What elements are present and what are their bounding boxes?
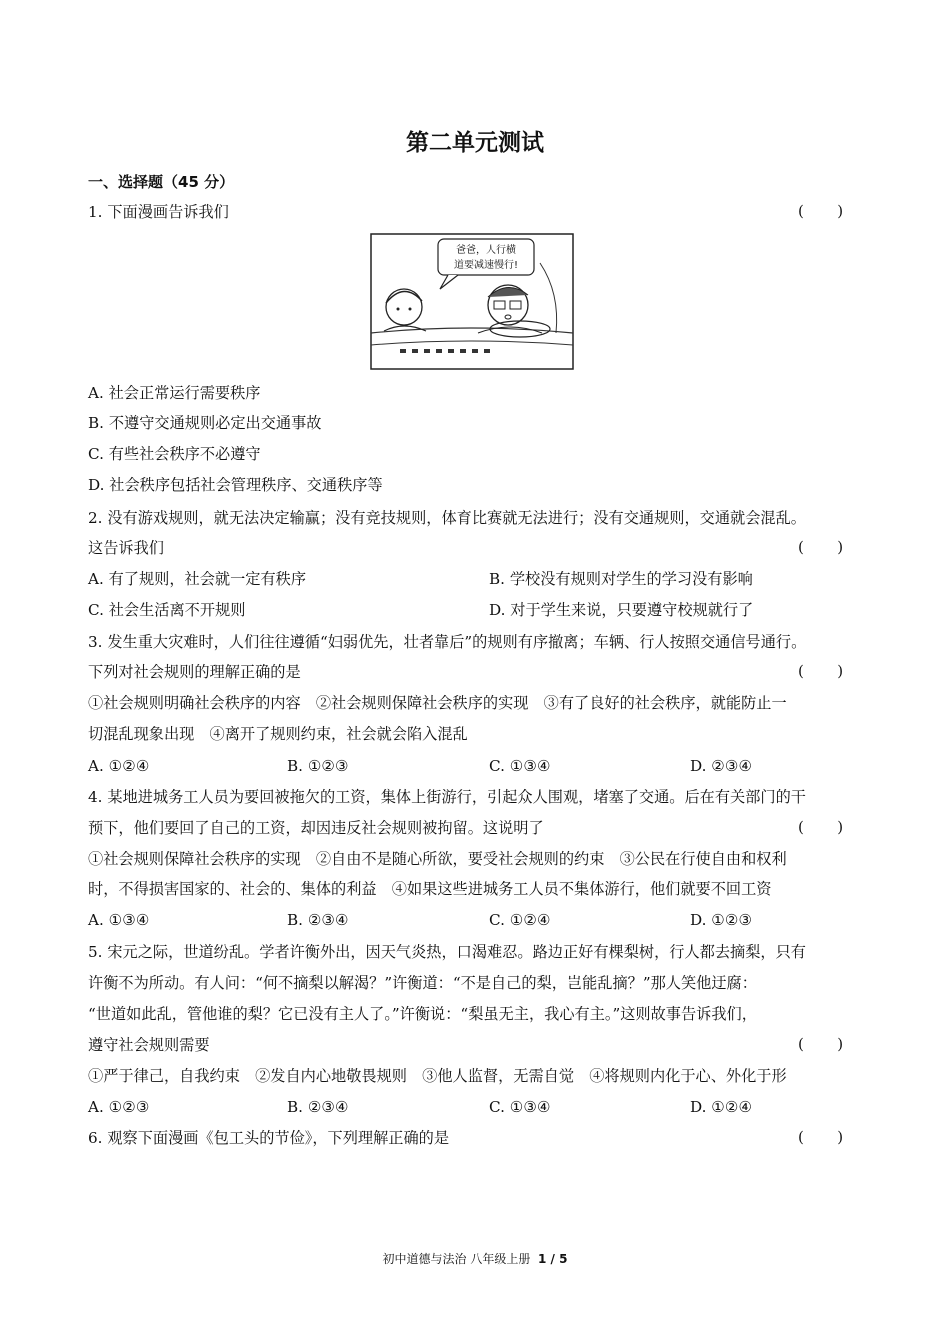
q1-option-d: D. 社会秩序包括社会管理秩序、交通秩序等 bbox=[88, 476, 383, 494]
q5-option-a: A. ①②③ bbox=[88, 1098, 150, 1116]
footer-text: 初中道德与法治 八年级上册 bbox=[382, 1252, 531, 1266]
q4-line-2: 预下，他们要回了自己的工资，却因违反社会规则被拘留。这说明了 bbox=[88, 819, 544, 837]
q1-option-c: C. 有些社会秩序不必遵守 bbox=[88, 445, 261, 463]
q5-line-5: ①严于律己，自我约束 ②发自内心地敬畏规则 ③他人监督，无需自觉 ④将规则内化于心、外化于形 bbox=[88, 1067, 787, 1085]
page-title: 第二单元测试 bbox=[406, 130, 544, 156]
q2-option-b: B. 学校没有规则对学生的学习没有影响 bbox=[489, 570, 753, 588]
q4-option-b: B. ②③④ bbox=[287, 911, 349, 929]
q5-line-3: “世道如此乱，管他谁的梨？它已没有主人了。”许衡说：“梨虽无主，我心有主。”这则故事告诉我们， bbox=[88, 1005, 757, 1023]
q2-line-1: 2. 没有游戏规则，就无法决定输赢；没有竞技规则，体育比赛就无法进行；没有交通规则，交通就会混乱。 bbox=[88, 509, 806, 527]
q2-option-c: C. 社会生活离不开规则 bbox=[88, 601, 246, 619]
q6-stem: 6. 观察下面漫画《包工头的节俭》，下列理解正确的是 bbox=[88, 1129, 450, 1147]
q1-option-a: A. 社会正常运行需要秩序 bbox=[88, 384, 261, 402]
q3-option-b: B. ①②③ bbox=[287, 757, 349, 775]
q4-option-a: A. ①③④ bbox=[88, 911, 150, 929]
q3-option-a: A. ①②④ bbox=[88, 757, 150, 775]
q4-line-1: 4. 某地进城务工人员为要回被拖欠的工资，集体上街游行，引起众人围观，堵塞了交通。后在有关部门的干 bbox=[88, 788, 806, 806]
q3-line-2: 下列对社会规则的理解正确的是 bbox=[88, 663, 301, 681]
q3-option-d: D. ②③④ bbox=[690, 757, 753, 775]
speech-line-1: 爸爸，人行横 bbox=[456, 245, 516, 256]
q3-line-1: 3. 发生重大灾难时，人们往往遵循“妇弱优先，壮者靠后”的规则有序撤离；车辆、行人按照交通信号通行。 bbox=[88, 633, 807, 651]
q4-line-4: 时，不得损害国家的、社会的、集体的利益 ④如果这些进城务工人员不集体游行，他们就要不回工资 bbox=[88, 880, 772, 898]
q3-line-3: ①社会规则明确社会秩序的内容 ②社会规则保障社会秩序的实现 ③有了良好的社会秩序，就能防止一 bbox=[88, 694, 787, 712]
speech-line-2: 道要减速慢行! bbox=[453, 260, 519, 271]
q4-answer-bracket: ( ) bbox=[798, 818, 844, 836]
q5-option-b: B. ②③④ bbox=[287, 1098, 349, 1116]
q3-answer-bracket: ( ) bbox=[798, 662, 844, 680]
q6-answer-bracket: ( ) bbox=[798, 1128, 844, 1146]
q2-line-2: 这告诉我们 bbox=[88, 539, 164, 557]
q4-option-d: D. ①②③ bbox=[690, 911, 753, 929]
q4-line-3: ①社会规则保障社会秩序的实现 ②自由不是随心所欲，要受社会规则的约束 ③公民在行使自由和权利 bbox=[88, 850, 787, 868]
page-footer bbox=[0, 1250, 950, 1267]
q5-line-1: 5. 宋元之际，世道纷乱。学者许衡外出，因天气炎热，口渴难忍。路边正好有棵梨树，行人都去摘梨，只有 bbox=[88, 943, 806, 961]
q2-option-a: A. 有了规则，社会就一定有秩序 bbox=[88, 570, 307, 588]
q2-answer-bracket: ( ) bbox=[798, 538, 844, 556]
q5-answer-bracket: ( ) bbox=[798, 1035, 844, 1053]
q5-line-4: 遵守社会规则需要 bbox=[88, 1036, 210, 1054]
q5-option-d: D. ①②④ bbox=[690, 1098, 753, 1116]
section-heading: 一、选择题（45 分） bbox=[88, 173, 235, 191]
q3-option-c: C. ①③④ bbox=[489, 757, 551, 775]
q4-option-c: C. ①②④ bbox=[489, 911, 551, 929]
q5-option-c: C. ①③④ bbox=[489, 1098, 551, 1116]
q2-option-d: D. 对于学生来说，只要遵守校规就行了 bbox=[489, 601, 754, 619]
q5-line-2: 许衡不为所动。有人问：“何不摘梨以解渴？”许衡道：“不是自己的梨，岂能乱摘？”那人笑他迂腐： bbox=[88, 974, 757, 992]
traffic-comic-image bbox=[370, 233, 574, 370]
q1-option-b: B. 不遵守交通规则必定出交通事故 bbox=[88, 414, 322, 432]
page-number: 1 / 5 bbox=[538, 1252, 568, 1266]
q1-stem: 1. 下面漫画告诉我们 bbox=[88, 203, 229, 221]
q3-line-4: 切混乱现象出现 ④离开了规则约束，社会就会陷入混乱 bbox=[88, 725, 468, 743]
q1-answer-bracket: ( ) bbox=[798, 202, 844, 220]
